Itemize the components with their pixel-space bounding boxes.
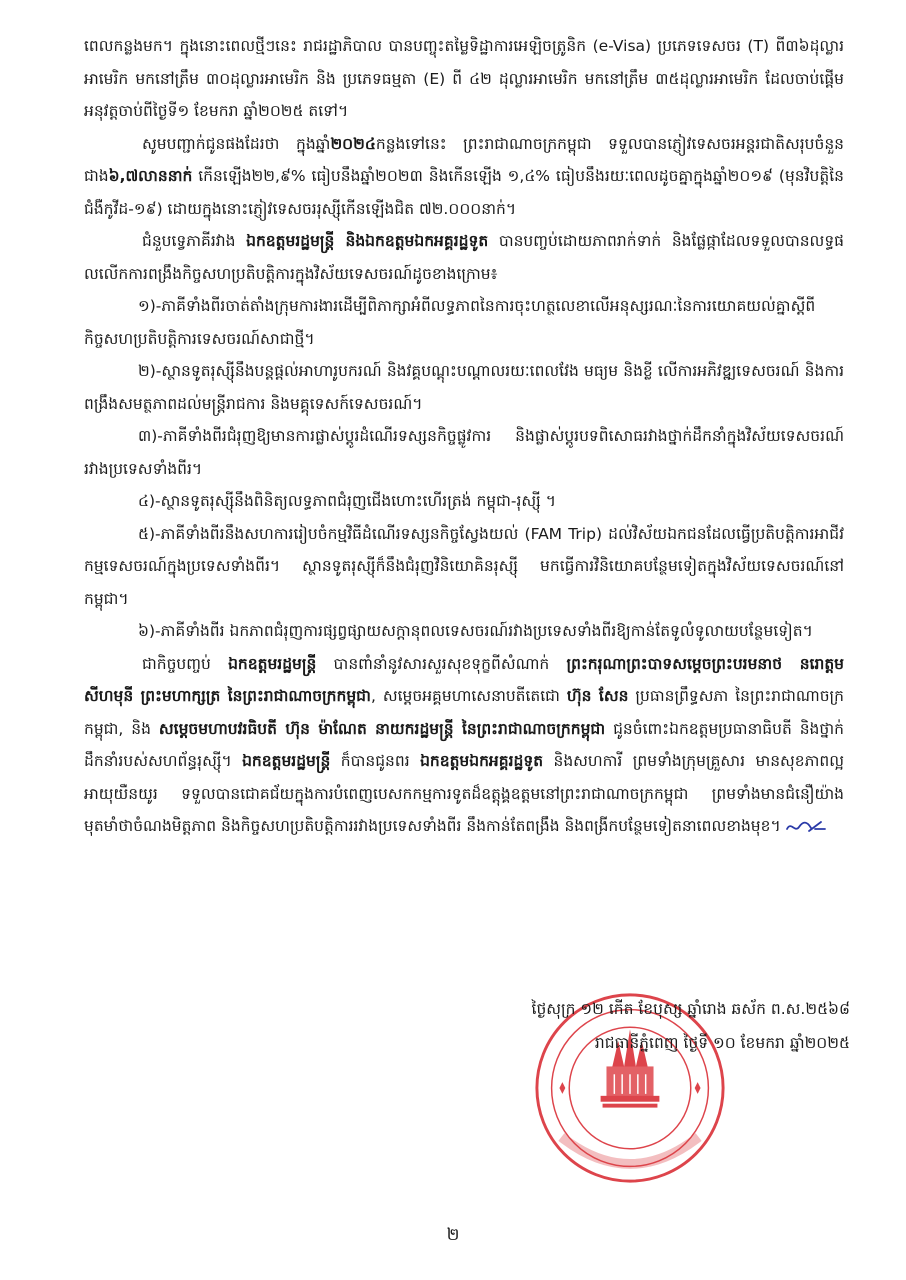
senate-president-name: ហ៊ុន សែន [566, 687, 629, 705]
agreement-item-3: ៣)-ភាគីទាំងពីរជំរុញឱ្យមានការផ្លាស់ប្តូរដំណើរទស្សនកិច្ចផ្លូវការ និងផ្លាស់ប្តូរបទពិសោធរវាងថ្នាក់ដឹកនាំក្នុងវិស័យទេសចរណ៍រវាងប្រទេសទាំងពីរ។ [84, 427, 844, 478]
paragraph-closing: ជាកិច្ចបញ្ចប់ ឯកឧត្តមរដ្ឋមន្ត្រី បានពាំនាំនូវសារសួរសុខទុក្ខពីសំណាក់ ព្រះករុណាព្រះបាទសម្តេចព្រះបរមនាថ នរោត្តម សីហមុនី ព្រះមហាក្សត្រ នៃព្រះរាជាណាចក្រកម្ពុជា, សម្តេចអគ្គមហាសេនាបតីតេជោ ហ៊ុន សែន ប្រធានព្រឹទ្ធសភា នៃព្រះរាជាណាចក្រកម្ពុជា, និង សម្តេចមហាបវរធិបតី ហ៊ុន ម៉ាណែត នាយករដ្ឋមន្ត្រី នៃព្រះរាជាណាចក្រកម្ពុជា ជូនចំពោះឯកឧត្តមប្រធានាធិបតី និងថ្នាក់ដឹកនាំរបស់សហព័ន្ធរុស្ស៊ី។ ឯកឧត្តមរដ្ឋមន្ត្រី ក៏បានជូនពរ ឯកឧត្តមឯកអគ្គរដ្ឋទូត និងសហការី ព្រមទាំងក្រុមគ្រួសារ មានសុខភាពល្អ អាយុយឺនយូរ ទទួលបានជោគជ័យក្នុងការបំពេញបេសកកម្មការទូតដ៏ឧត្តុង្គឧត្តមនៅព្រះរាជាណាចក្រកម្ពុជា ព្រមទាំងមានជំនឿយ៉ាងមុតមាំថាចំណងមិត្តភាព និងកិច្ចសហប្រតិបត្តិការរវាងប្រទេសទាំងពីរ នឹងកាន់តែពង្រឹង និងពង្រីកបន្ថែមទៀតនាពេលខាងមុខ។ [84, 654, 844, 835]
handwritten-initial-mark [785, 819, 827, 835]
agreement-item-1: ១)-ភាគីទាំងពីរចាត់តាំងក្រុមការងារដើម្បីពិភាក្សាអំពីលទ្ធភាពនៃការចុះហត្ថលេខាលើអនុស្សរណៈនៃការយោគយល់គ្នាស្តីពីកិច្ចសហប្រតិបត្តិការទេសចរណ៍សាជាថ្មី។ [84, 297, 816, 348]
king-title: ព្រះករុណាព្រះបាទសម្តេចព្រះបរមនាថ នរោត្តម សីហមុនី ព្រះមហាក្សត្រ នៃព្រះរាជាណាចក្រកម្ពុជា [84, 654, 844, 705]
body-text [84, 30, 844, 843]
agreement-item-6: ៦)-ភាគីទាំងពីរ ឯកភាពជំរុញការផ្សព្វផ្សាយសក្តានុពលទេសចរណ៍រវាងប្រទេសទាំងពីរឱ្យកាន់តែទូលំទូលាយបន្ថែមទៀត។ [138, 622, 813, 640]
solar-date: រាជធានីភ្នំពេញ ថ្ងៃទី ១០ ខែមករា ឆ្នាំ២០២៥ [594, 1034, 850, 1052]
paragraph-meeting-summary: ជំនួបទ្វេភាគីរវាង ឯកឧត្តមរដ្ឋមន្ត្រី និងឯកឧត្តមឯកអគ្គរដ្ឋទូត បានបញ្ចប់ដោយភាពរាក់ទាក់ និងផ្លែផ្កាដែលទទួលបានលទ្ធផលលើកការពង្រឹងកិច្ចសហប្រតិបត្តិការក្នុងវិស័យទេសចរណ៍ដូចខាងក្រោម៖ [84, 232, 844, 283]
prime-minister-title: សម្តេចមហាបវរធិបតី ហ៊ុន ម៉ាណែត នាយករដ្ឋមន្ត្រី នៃព្រះរាជាណាចក្រកម្ពុជា [158, 719, 606, 738]
signature-date-block [450, 992, 850, 1060]
arrivals-emphasis: ៦,៧លាននាក់ [108, 167, 193, 185]
agreement-item-5: ៥)-ភាគីទាំងពីរនឹងសហការរៀបចំកម្មវិធីដំណើរទស្សនកិច្ចស្វែងយល់ (FAM Trip) ដល់វិស័យឯកជនដែលធ្វើប្រតិបត្តិការអាជីវកម្មទេសចរណ៍ក្នុងប្រទេសទាំងពីរ។ ស្ថានទូតរុស្ស៊ីក៏នឹងជំរុញវិនិយោគិនរុស្ស៊ី មកធ្វើការវិនិយោគបន្ថែមទៀតក្នុងវិស័យទេសចរណ៍នៅកម្ពុជា។ [84, 524, 844, 608]
minister-title: ឯកឧត្តមរដ្ឋមន្ត្រី [246, 232, 335, 250]
paragraph-evisa: ពេលកន្លងមក។ ក្នុងនោះពេលថ្មីៗនេះ រាជរដ្ឋាភិបាល បានបញ្ចុះតម្លៃទិដ្ឋាការអេឡិចត្រូនិក (e-Visa) ប្រភេទទេសចរ (T) ពី៣៦ដុល្លារអាមេរិក មកនៅត្រឹម ៣០ដុល្លារអាមេរិក និង ប្រភេទធម្មតា (E) ពី ៤២ ដុល្លារអាមេរិក មកនៅត្រឹម ៣៥ដុល្លារអាមេរិក ដែលចាប់ផ្តើមអនុវត្តចាប់ពីថ្ងៃទី១ ខែមករា ឆ្នាំ២០២៥ តទៅ។ [84, 37, 844, 120]
agreement-item-4: ៤)-ស្ថានទូតរុស្ស៊ីនឹងពិនិត្យលទ្ធភាពជំរុញជើងហោះហើរត្រង់ កម្ពុជា-រុស្ស៊ី ។ [138, 492, 556, 510]
lunar-date: ថ្ងៃសុក្រ ១២ កើត ខែបុស្ស ឆ្នាំរោង ឆស័ក ព.ស.២៥៦៨ [531, 1000, 850, 1018]
page-number: ២ [446, 1225, 460, 1245]
agreement-item-2: ២)-ស្ថានទូតរុស្ស៊ីនឹងបន្តផ្តល់អាហារូបករណ៍ និងវគ្គបណ្តុះបណ្តាលរយៈពេលវែង មធ្យម និងខ្លី លើការអភិវឌ្ឍទេសចរណ៍ និងការពង្រឹងសមត្ថភាពដល់មន្ត្រីរាជការ និងមគ្គុទេសក៍ទេសចរណ៍។ [84, 362, 844, 413]
paragraph-tourist-arrivals: សូមបញ្ជាក់ជូនផងដែរថា ក្នុងឆ្នាំ២០២៤កន្លងទៅនេះ ព្រះរាជាណាចក្រកម្ពុជា ទទួលបានភ្ញៀវទេសចរអន្តរជាតិសរុបចំនួនជាង៦,៧លាននាក់ កើនឡើង២២,៩% ធៀបនឹងឆ្នាំ២០២៣ និងកើនឡើង ១,៤% ធៀបនឹងរយៈពេលដូចគ្នាក្នុងឆ្នាំ២០១៩ (មុនវិបត្តិនៃជំងឺកូវីដ-១៩) ដោយក្នុងនោះភ្ញៀវទេសចររុស្ស៊ីកើនឡើងជិត ៧២.០០០នាក់។ [84, 134, 844, 218]
ambassador-title: និងឯកឧត្តមឯកអគ្គរដ្ឋទូត [334, 232, 489, 250]
year-emphasis: ២០២៤ [330, 134, 376, 153]
